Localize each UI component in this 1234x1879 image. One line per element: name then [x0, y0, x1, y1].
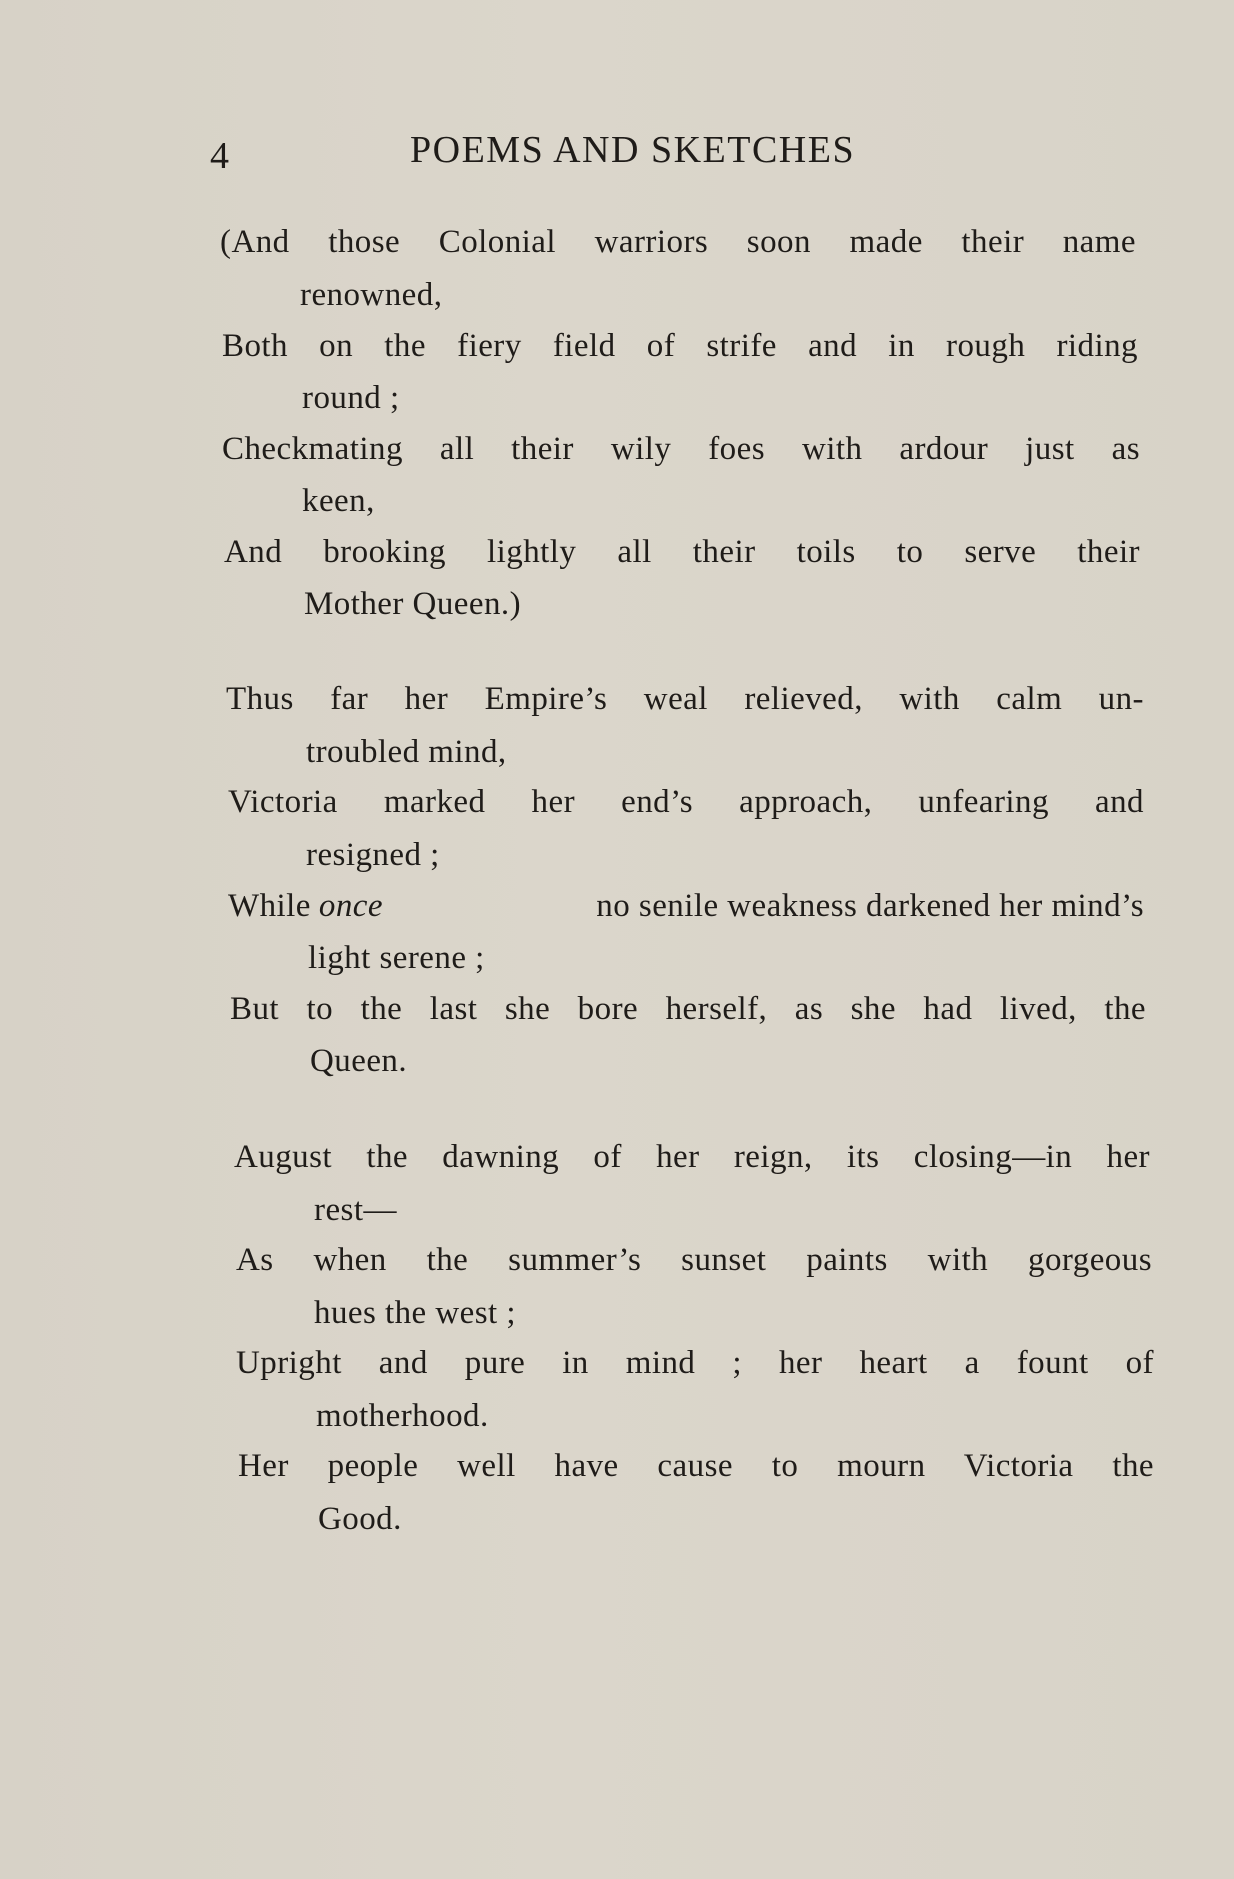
verse-line: Upright and pure in mind ; her heart a fount of [236, 1345, 1154, 1381]
verse-line-continuation: rest— [314, 1192, 397, 1228]
verse-line: (And those Colonial warriors soon made their name [220, 224, 1136, 260]
verse-line-rest: no senile weakness darkened her mind’s [596, 888, 1144, 924]
verse-line: And brooking lightly all their toils to serve their [224, 534, 1140, 570]
verse-line-continuation: hues the west ; [314, 1295, 516, 1331]
verse-line-continuation: troubled mind, [306, 734, 507, 770]
verse-line-start: While [228, 888, 311, 924]
verse-line-continuation: round ; [302, 380, 400, 416]
verse-line-continuation: resigned ; [306, 837, 440, 873]
verse-line-continuation: keen, [302, 483, 375, 519]
page-number: 4 [210, 135, 231, 177]
running-title: POEMS AND SKETCHES [410, 129, 856, 171]
verse-line: But to the last she bore herself, as she had lived, the [230, 991, 1146, 1027]
emphasized-word: once [318, 888, 383, 924]
verse-line-continuation: motherhood. [316, 1398, 489, 1434]
verse-line-continuation: renowned, [300, 277, 443, 313]
verse-line-with-emphasis [228, 886, 1144, 926]
verse-line-lead [228, 886, 383, 926]
verse-line: Checkmating all their wily foes with ardour just as [222, 431, 1140, 467]
verse-line-continuation: Queen. [310, 1043, 408, 1079]
verse-line-continuation: light serene ; [308, 940, 485, 976]
verse-line-continuation: Mother Queen.) [304, 586, 522, 622]
verse-line: Both on the fiery field of strife and in rough riding [222, 328, 1138, 364]
verse-line: Thus far her Empire’s weal relieved, with calm un- [226, 681, 1144, 717]
verse-line: Her people well have cause to mourn Victoria the [238, 1448, 1154, 1484]
verse-line: As when the summer’s sunset paints with gorgeous [236, 1242, 1152, 1278]
verse-line: August the dawning of her reign, its closing—in her [234, 1139, 1150, 1175]
verse-line-continuation: Good. [318, 1501, 402, 1537]
page-header [210, 128, 970, 176]
verse-line: Victoria marked her end’s approach, unfearing and [228, 784, 1144, 820]
